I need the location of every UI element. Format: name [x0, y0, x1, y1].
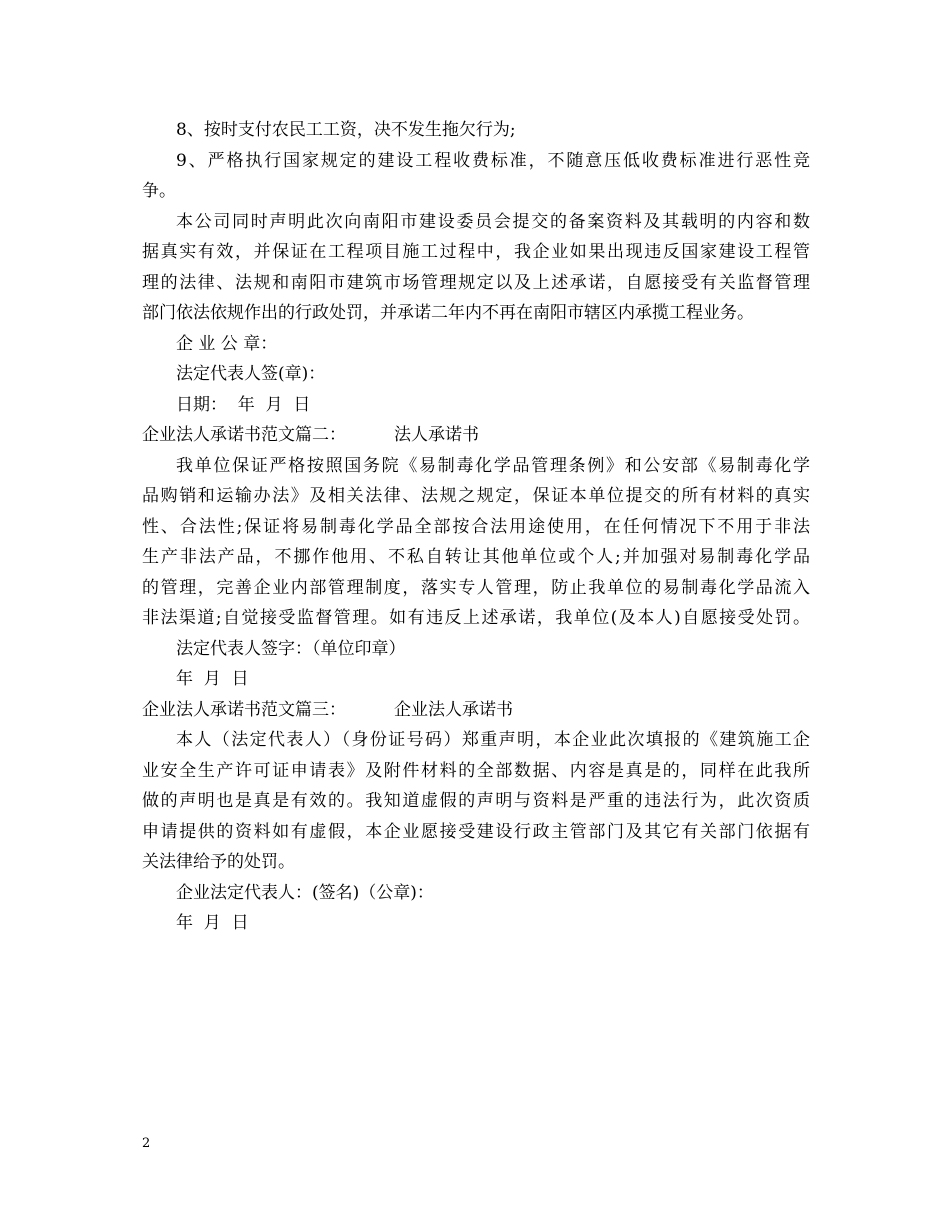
- sample-2-title: 法人承诺书: [394, 425, 479, 445]
- sample-3-paragraph-line-5: 关法律给予的处罚。: [142, 852, 295, 872]
- legal-rep-signature-label: 法定代表人签(章)：: [176, 364, 326, 384]
- company-seal-label: 企 业 公 章：: [176, 333, 278, 354]
- declaration-line-4: 部门依法依规作出的行政处罚，并承诺二年内不再在南阳市辖区内承揽工程业务。: [142, 303, 754, 323]
- sample-3-heading-line: [142, 695, 810, 726]
- declaration-line-1: 本公司同时声明此次向南阳市建设委员会提交的备案资料及其载明的内容和数: [176, 211, 810, 232]
- sample-3-heading: 企业法人承诺书范文篇三：: [142, 699, 346, 720]
- page-number: 2: [142, 1136, 151, 1151]
- sample-3-title: 企业法人承诺书: [394, 699, 513, 720]
- commitment-item-9-line-2: 争。: [142, 181, 176, 201]
- sample-3-paragraph-line-3: 做的声明也是真是有效的。我知道虚假的声明与资料是严重的违法行为，此次资质: [142, 791, 810, 811]
- commitment-item-9-line-1: 9、严格执行国家规定的建设工程收费标准，不随意压低收费标准进行恶性竞: [176, 150, 810, 171]
- sample-2-paragraph-line-3: 性、合法性;保证将易制毒化学品全部按合法用途使用，在任何情况下不用于非法: [142, 516, 810, 537]
- sample-2-paragraph-line-1: 我单位保证严格按照国务院《易制毒化学品管理条例》和公安部《易制毒化学: [176, 455, 810, 476]
- sample-2-date: 年 月 日: [176, 669, 249, 689]
- sample-2-heading: 企业法人承诺书范文篇二：: [142, 425, 346, 445]
- sample-3-date: 年 月 日: [176, 913, 249, 933]
- sample-3-signature: 企业法定代表人：(签名)（公章)：: [176, 882, 434, 903]
- sample-2-paragraph-line-6: 非法渠道;自觉接受监督管理。如有违反上述承诺，我单位(及本人)自愿接受处罚。: [142, 608, 810, 628]
- sample-2-heading-line: [142, 420, 810, 451]
- sample-2-paragraph-line-2: 品购销和运输办法》及相关法律、法规之规定，保证本单位提交的所有材料的真实: [142, 486, 810, 506]
- commitment-item-8: 8、按时支付农民工工资，决不发生拖欠行为;: [176, 120, 516, 140]
- document-body: [142, 115, 810, 939]
- declaration-line-2: 据真实有效，并保证在工程项目施工过程中，我企业如果出现违反国家建设工程管: [142, 242, 810, 262]
- declaration-line-3: 理的法律、法规和南阳市建筑市场管理规定以及上述承诺，自愿接受有关监督管理: [142, 272, 810, 293]
- sample-3-paragraph-line-4: 申请提供的资料如有虚假，本企业愿接受建设行政主管部门及其它有关部门依据有: [142, 821, 810, 842]
- sample-2-signature: 法定代表人签字：（单位印章）: [176, 638, 406, 659]
- sample-2-paragraph-line-4: 生产非法产品，不挪作他用、不私自转让其他单位或个人;并加强对易制毒化学品: [142, 547, 810, 567]
- sample-3-paragraph-line-1: 本人（法定代表人）（身份证号码）郑重声明，本企业此次填报的《建筑施工企: [176, 730, 810, 750]
- date-label: 日期： 年 月 日: [176, 394, 311, 415]
- sample-3-paragraph-line-2: 业安全生产许可证申请表》及附件材料的全部数据、内容是真是的，同样在此我所: [142, 760, 810, 781]
- sample-2-paragraph-line-5: 的管理，完善企业内部管理制度，落实专人管理，防止我单位的易制毒化学品流入: [142, 577, 810, 598]
